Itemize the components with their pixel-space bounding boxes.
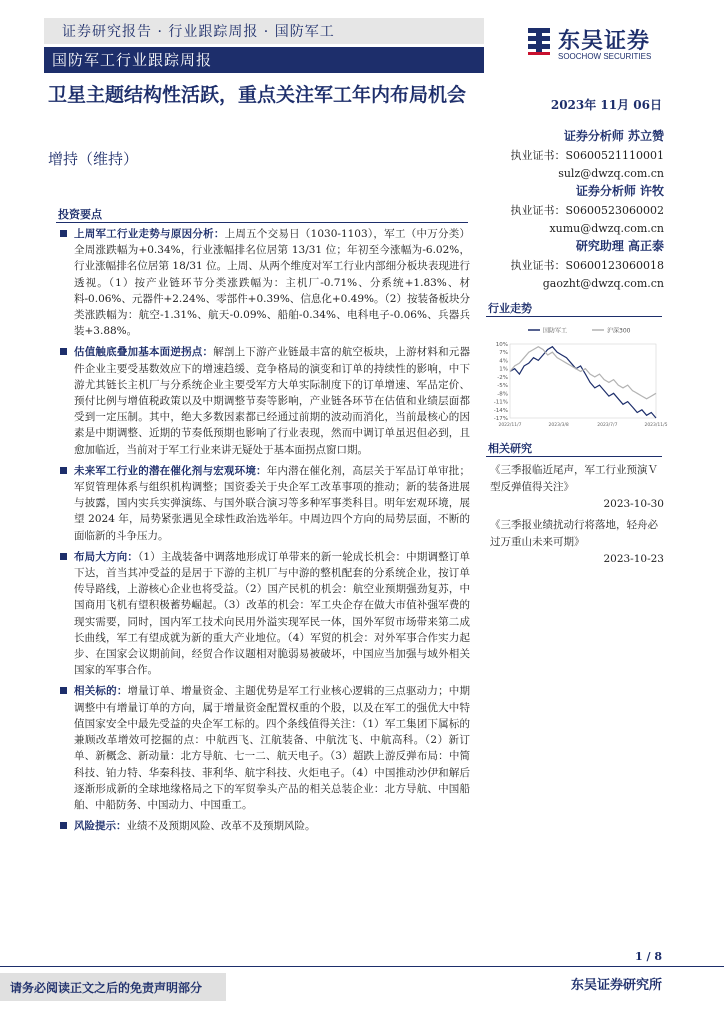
related-report-date: 2023-10-23 [603, 553, 664, 565]
analyst-role: 研究助理 高正泰 [575, 239, 664, 253]
key-point [58, 344, 470, 457]
logo-english: SOOCHOW SECURITIES [558, 52, 652, 61]
key-point-label: 估值触底叠加基本面逆拐点： [74, 346, 214, 359]
company-logo [526, 26, 702, 62]
related-heading: 相关研究 [488, 442, 532, 455]
analyst-email[interactable]: xumu@dwzq.com.cn [549, 222, 664, 235]
x-tick-label: 2023/11/5 [644, 423, 668, 428]
y-tick-label: 4% [499, 358, 508, 365]
bullet-icon [60, 553, 67, 560]
key-point-text: 增量订单、增量资金、主题优势是军工行业核心逻辑的三点驱动力；中期调整中有增量订单的方向，属于增量资金配置权重的个股，以及在军工的强优大中特值国家安全中最先受益的央企军工标的。四个条线值得关注：（1）军工集团下属标的兼顾改革增效可挖掘的点：中航西飞、江航装备、中航沈飞、中航高科。（2）新订单、新概念、新动量：北方导航、七一二、航天电子。（3）超跌上游反弹布局：中简科技、铂力特、华秦科技、菲利华、航宇科技、火炬电子。（4）中国推动沙伊和解后逐渐形成新的全球地缘格局之下的军贸拳头产品的相关总装企业：北方导航、中国船舶、中船防务、中国动力、中国重工。 [74, 685, 471, 811]
analyst-role: 证券分析师 苏立赞 [563, 129, 664, 143]
x-tick-label: 2023/3/8 [548, 423, 569, 428]
analyst-email[interactable]: gaozht@dwzq.com.cn [542, 277, 664, 290]
series-line [510, 347, 656, 399]
key-point [58, 226, 470, 339]
analyst-list [488, 128, 664, 293]
x-tick-label: 2022/11/7 [498, 423, 522, 428]
key-point-label: 上周军工行业走势与原因分析： [74, 228, 225, 240]
key-points [58, 226, 470, 839]
institute-name: 东吴证券研究所 [570, 978, 662, 993]
key-point-label: 相关标的： [74, 685, 128, 698]
analyst-cert: 执业证书：S0600523060002 [510, 204, 664, 217]
key-point-text: （1）主战装备中调落地形成订单带来的新一轮成长机会：中期调整订单下达，首当其冲受益的是居于下游的主机厂与中游的整机配套的分系统企业，按订单传导路线，上游核心企业也将受益。（2）国产民机的机会：航空业预期强劲复苏，中国商用飞机有望积极蓄势崛起。（3）改革的机会：军工央企存在做大市值补强军费的现实需要，同时，国内军工技术向民用外溢实现军民一体，国外军贸市场带来第二成长曲线，军工有望成就为新的重大产业地位。（4）军贸的机会：对外军事合作实力起步、在国家会议期前间，经贸合作议题相对脆弱易被破坏，中国应当加强与域外相关国家的军事合作。 [74, 550, 470, 677]
y-tick-label: -14% [493, 407, 508, 414]
divider [486, 316, 662, 317]
disclaimer-band [0, 973, 226, 1001]
divider [0, 966, 724, 967]
y-tick-label: -11% [493, 399, 508, 406]
key-point-text: 业绩不及预期风险、改革不及预期风险。 [126, 820, 316, 833]
x-tick-label: 2023/7/7 [597, 423, 618, 428]
key-point-label: 风险提示： [74, 820, 127, 833]
logo-text: 东吴证券 [558, 29, 651, 54]
logo-icon [526, 26, 552, 58]
y-tick-label: -17% [493, 416, 508, 422]
key-point-text: 上周五个交易日（1030-1103），军工（中万分类）全周涨跌幅为+0.34%，行业涨幅排名位居第 13/31 位；年初至今涨幅为-6.02%，行业涨幅排名位居第 18/31 位。上周、从两个维度对军工行业内部细分板块表现进行透视。（1）按产业链环节分类涨跌幅为：主机厂-0.71%、分系统+1.83%、材料-0.06%、元器件+2.24%、零部件+0.39%、信息化+0.49%。（2）按装备板块分类涨跌幅为：航空-1.31%、航天-0.09%、船舶-0.34%、电科电子-0.06%、兵器兵装+3.88%。 [74, 228, 470, 338]
legend-label: 沪深300 [607, 327, 631, 335]
report-category-band [44, 18, 484, 44]
analyst-cert: 执业证书：S0600521110001 [510, 149, 664, 162]
y-tick-label: 1% [499, 366, 508, 373]
y-tick-label: -8% [497, 391, 508, 398]
report-date: 2023年 11月 06日 [550, 98, 662, 112]
y-tick-label: -2% [497, 374, 508, 381]
divider [56, 222, 468, 223]
legend-label: 国防军工 [543, 327, 568, 335]
report-title: 卫星主题结构性活跃，重点关注军工年内布局机会 [48, 84, 467, 106]
plot-frame [510, 344, 656, 418]
key-points-heading: 投资要点 [58, 208, 102, 221]
analyst-email[interactable]: sulz@dwzq.com.cn [558, 167, 664, 180]
bullet-icon [60, 687, 67, 694]
series-line [510, 347, 656, 418]
bullet-icon [60, 822, 67, 829]
report-category: 证券研究报告 · 行业跟踪周报 · 国防军工 [62, 24, 335, 40]
bullet-icon [60, 230, 67, 237]
y-tick-label: 10% [495, 342, 508, 348]
key-point-label: 未来军工行业的潜在催化剂与宏观环境： [74, 464, 267, 477]
y-tick-label: -5% [497, 383, 508, 390]
report-type-bar [44, 47, 484, 73]
related-report-title[interactable]: 《三季报临近尾声，军工行业预演Ｖ型反弹值得关注》 [490, 464, 658, 493]
key-point [58, 549, 470, 679]
key-point-text: 解剖上下游产业链最丰富的航空板块，上游材料和元器件企业主要受基数效应下的增速趋缓、竞争格局的演变和订单的持续性的影响，中下游尤其链长主机厂与分系统企业主要受军方大单实际制度下的订单增速、军品定价、预付比例与增值税政策以及中期调整节奏等影响，产业链各环节在估值和业绩层面都受到一定压制。其中，绝大多数因素都已经通过前期的波动而消化，当前最核心的因素是中期调整、近期的节奏低预期也影响了行业表现，然而中调订单虽迟但必到，且愈加临近，当前对于军工行业来讲无疑处于基本面拐点窗口期。 [74, 346, 471, 456]
key-point [58, 463, 470, 544]
related-research [490, 462, 664, 572]
key-point [58, 683, 470, 813]
rating: 增持（维持） [48, 150, 139, 168]
divider [486, 456, 662, 457]
key-point [58, 818, 470, 834]
bullet-icon [60, 467, 67, 474]
disclaimer-text: 请务必阅读正文之后的免责声明部分 [10, 981, 203, 995]
related-report-date: 2023-10-30 [603, 498, 664, 510]
related-report-title[interactable]: 《三季报业绩扰动行将落地，轻舟必过万重山未来可期》 [490, 519, 658, 548]
analyst-role: 证券分析师 许牧 [575, 184, 664, 198]
page-number: 1 / 8 [635, 950, 662, 963]
analyst-cert: 执业证书：S0600123060018 [510, 259, 664, 272]
industry-trend-chart [486, 322, 668, 430]
key-point-label: 布局大方向： [74, 550, 138, 563]
report-type: 国防军工行业跟踪周报 [52, 51, 213, 69]
bullet-icon [60, 348, 67, 355]
trend-heading: 行业走势 [488, 302, 532, 315]
key-point-text: 年内潜在催化剂，高层关于军品订单审批；军贸管理体系与组织机构调整；国资委关于央企军工改革事项的推动；新的装备进展与披露，国内实兵实弹演练、与国外联合演习等多种军事类科目。明年宏观环境，展望 2024 年，局势紧张遇见全球性政治选举年。中周边四个方向的局势层面，不断的面临新的斗争压力。 [74, 464, 470, 542]
y-tick-label: 7% [499, 350, 508, 357]
